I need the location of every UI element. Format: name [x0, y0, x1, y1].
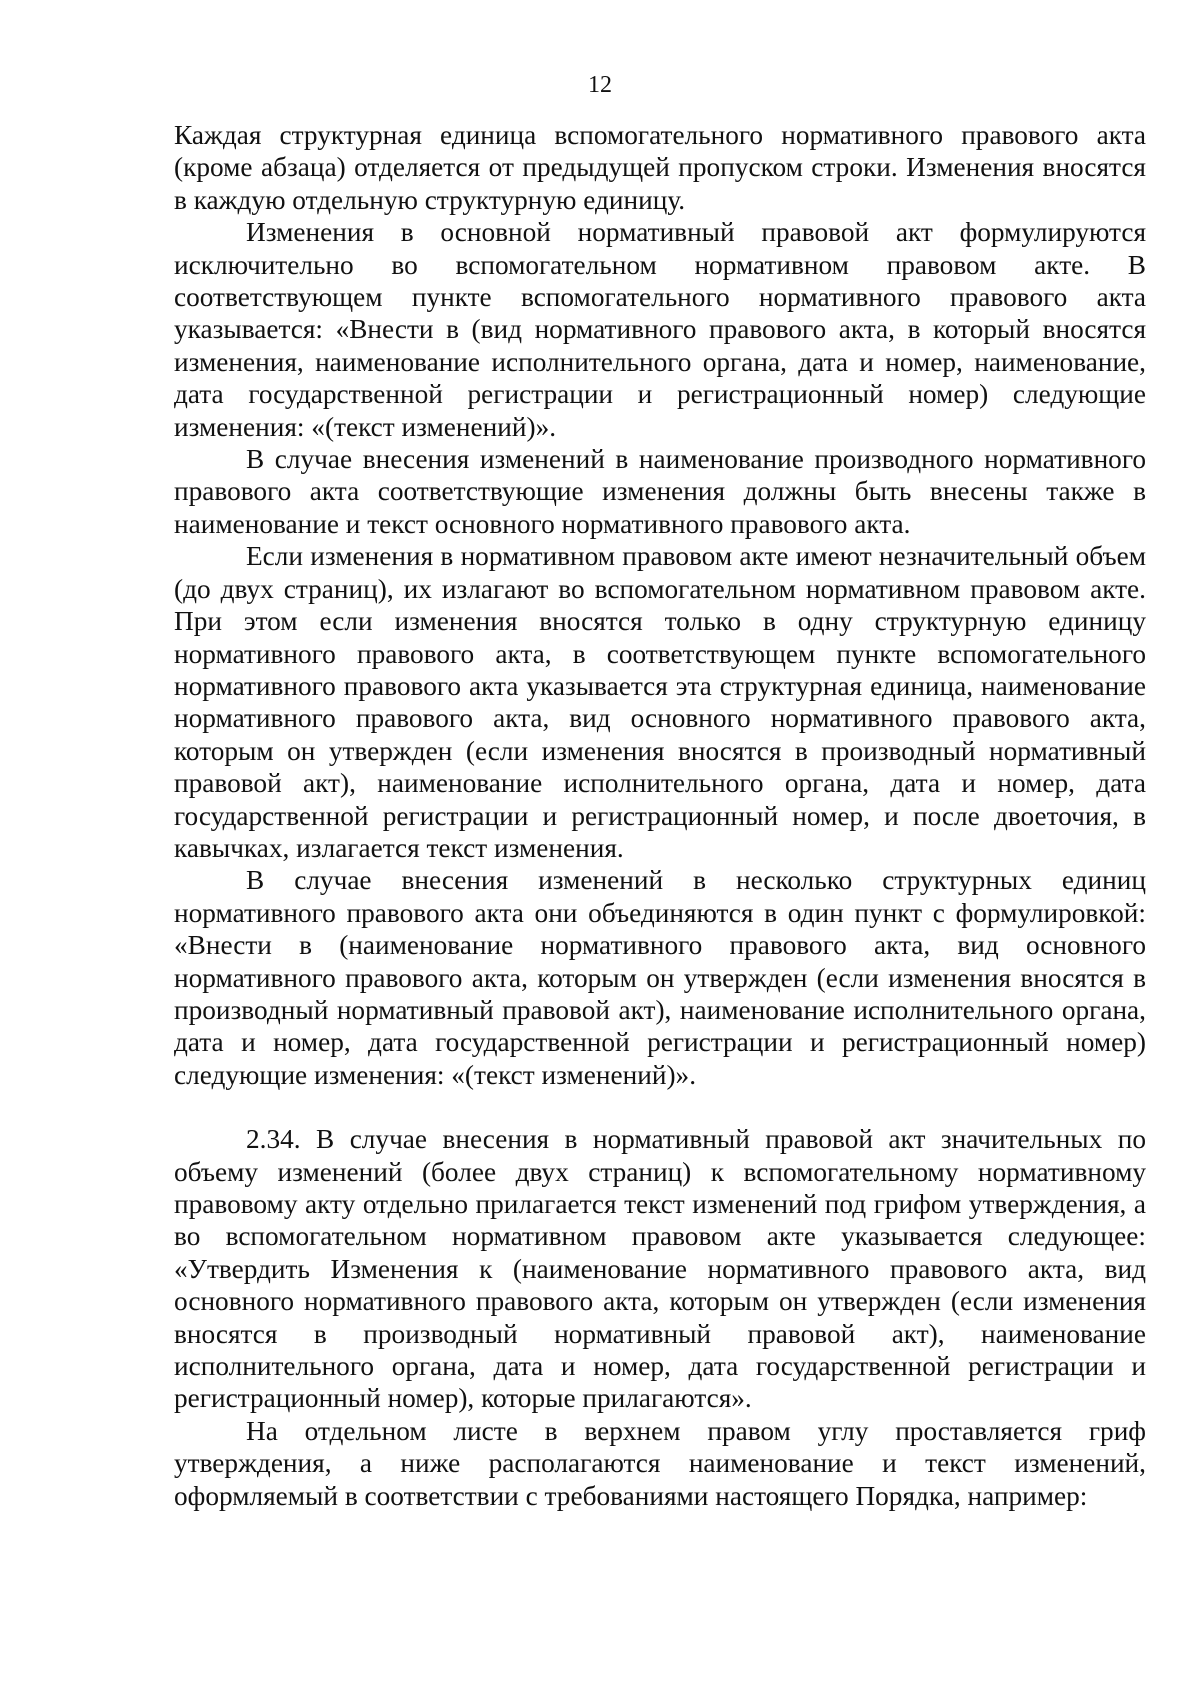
document-body: [174, 119, 1146, 1512]
paragraph-multiple-units: В случае внесения изменений в несколько структурных единиц нормативного правового акта они объединяются в один пункт с формулировкой: «Внести в (наименование нормативного правового акта, вид основного нормативного правового акта, которым он утвержден (если изменения вносятся в производный нормативный правовой акт), наименование исполнительного органа, дата и номер, дата государственной регистрации и регистрационный номер) следующие изменения: «(текст изменений)».: [174, 865, 1146, 1090]
paragraph-minor-changes: Если изменения в нормативном правовом акте имеют незначительный объем (до двух страниц), их излагают во вспомогательном нормативном правовом акте. При этом если изменения вносятся только в одну структурную единицу нормативного правового акта, в соответствующем пункте вспомогательного нормативного правового акта указывается эта структурная единица, наименование нормативного правового акта, вид основного нормативного правового акта, которым он утвержден (если изменения вносятся в производный нормативный правовой акт), наименование исполнительного органа, дата и номер, дата государственной регистрации и регистрационный номер, и после двоеточия, в кавычках, излагается текст изменения.: [174, 541, 1146, 863]
paragraph-changes-formulation: Изменения в основной нормативный правовой акт формулируются исключительно во вспомогательном нормативном правовом акте. В соответствующем пункте вспомогательного нормативного правового акта указывается: «Внести в (вид нормативного правового акта, в который вносятся изменения, наименование исполнительного органа, дата и номер, наименование, дата государственной регистрации и регистрационный номер) следующие изменения: «(текст изменений)».: [174, 217, 1146, 442]
paragraph-title-changes: В случае внесения изменений в наименование производного нормативного правового акта соответствующие изменения должны быть внесены также в наименование и текст основного нормативного правового акта.: [174, 444, 1146, 539]
page-number: 12: [588, 72, 612, 98]
paragraph-structural-units: Каждая структурная единица вспомогательного нормативного правового акта (кроме абзаца) отделяется от предыдущей пропуском строки. Изменения вносятся в каждую отдельную структурную единицу.: [174, 120, 1146, 215]
paragraph-separate-sheet: На отдельном листе в верхнем правом углу проставляется гриф утверждения, а ниже располагаются наименование и текст изменений, оформляемый в соответствии с требованиями настоящего Порядка, например:: [174, 1415, 1146, 1511]
paragraph-section-2-34: 2.34. В случае внесения в нормативный правовой акт значительных по объему изменений (более двух страниц) к вспомогательному нормативному правовому акту отдельно прилагается текст изменений под грифом утверждения, а во вспомогательном нормативном правовом акте указывается следующее: «Утвердить Изменения к (наименование нормативного правового акта, вид основного нормативного правового акта, которым он утвержден (если изменения вносятся в производный нормативный правовой акт), наименование исполнительного органа, дата и номер, дата государственной регистрации и регистрационный номер), которые прилагаются».: [174, 1124, 1146, 1414]
